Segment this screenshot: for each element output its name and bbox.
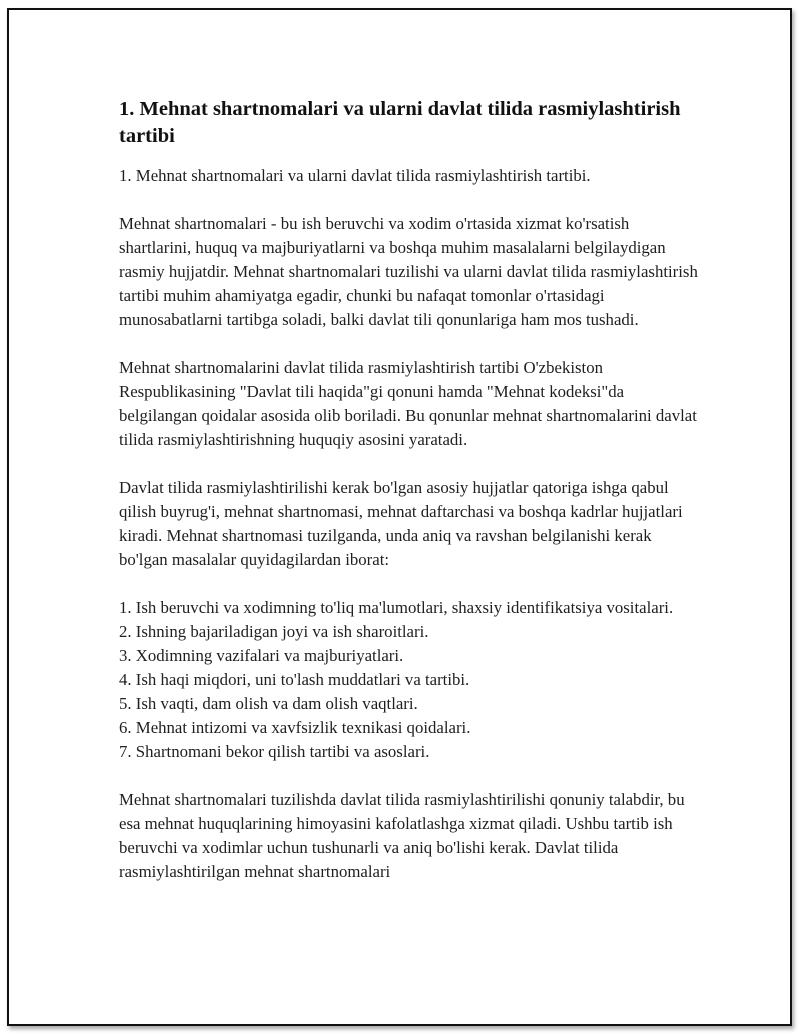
paragraph-closing: Mehnat shartnomalari tuzilishda davlat tilida rasmiylashtirilishi qonuniy talabdir, bu esa mehnat huquqlarining himoyasini kafolatlashga xizmat qiladi. Ushbu tartib ish beruvchi va xodimlar uchun tushunarli va aniq bo'lishi kerak. Davlat tilida rasmiylashtirilgan mehnat shartnomalari bbox=[119, 790, 685, 881]
paragraph-documents: Davlat tilida rasmiylashtirilishi kerak bo'lgan asosiy hujjatlar qatoriga ishga qabul qilish buyrug'i, mehnat shartnomasi, mehnat daftarchasi va boshqa kadrlar hujjatlari kiradi. Mehnat shartnomasi tuzilganda, unda aniq va ravshan belgilanishi kerak bo'lgan masalalar quyidagilardan iborat: bbox=[119, 478, 683, 569]
list-item: 5. Ish vaqti, dam olish va dam olish vaqtlari. bbox=[119, 694, 418, 713]
paragraph-definition: Mehnat shartnomalari - bu ish beruvchi va xodim o'rtasida xizmat ko'rsatish shartlarini, huquq va majburiyatlarni va boshqa muhim masalalarni belgilaydigan rasmiy hujjatdir. Mehnat shartnomalari tuzilishi va ularni davlat tilida rasmiylashtirish tartibi muhim ahamiyatga egadir, chunki bu nafaqat tomonlar o'rtasidagi munosabatlarni tartibga soladi, balki davlat tili qonunlariga ham mos tushadi. bbox=[119, 214, 698, 329]
list-item: 2. Ishning bajariladigan joyi va ish sharoitlari. bbox=[119, 622, 429, 641]
list-item: 7. Shartnomani bekor qilish tartibi va asoslari. bbox=[119, 742, 430, 761]
list-item: 6. Mehnat intizomi va xavfsizlik texnikasi qoidalari. bbox=[119, 718, 471, 737]
list-item: 3. Xodimning vazifalari va majburiyatlari. bbox=[119, 646, 404, 665]
paragraph-intro: 1. Mehnat shartnomalari va ularni davlat tilida rasmiylashtirish tartibi. bbox=[119, 166, 591, 185]
document-page bbox=[7, 8, 792, 1026]
document-title: 1. Mehnat shartnomalari va ularni davlat tilida rasmiylashtirish tartibi bbox=[119, 98, 681, 147]
list-item: 4. Ish haqi miqdori, uni to'lash muddatlari va tartibi. bbox=[119, 670, 470, 689]
requirements-list bbox=[119, 596, 699, 764]
document-body bbox=[119, 96, 699, 908]
list-item: 1. Ish beruvchi va xodimning to'liq ma'lumotlari, shaxsiy identifikatsiya vositalari. bbox=[119, 598, 674, 617]
paragraph-legal-basis: Mehnat shartnomalarini davlat tilida rasmiylashtirish tartibi O'zbekiston Respublikasining "Davlat tili haqida"gi qonuni hamda "Mehnat kodeksi"da belgilangan qoidalar asosida olib boriladi. Bu qonunlar mehnat shartnomalarini davlat tilida rasmiylashtirishning huquqiy asosini yaratadi. bbox=[119, 358, 697, 449]
